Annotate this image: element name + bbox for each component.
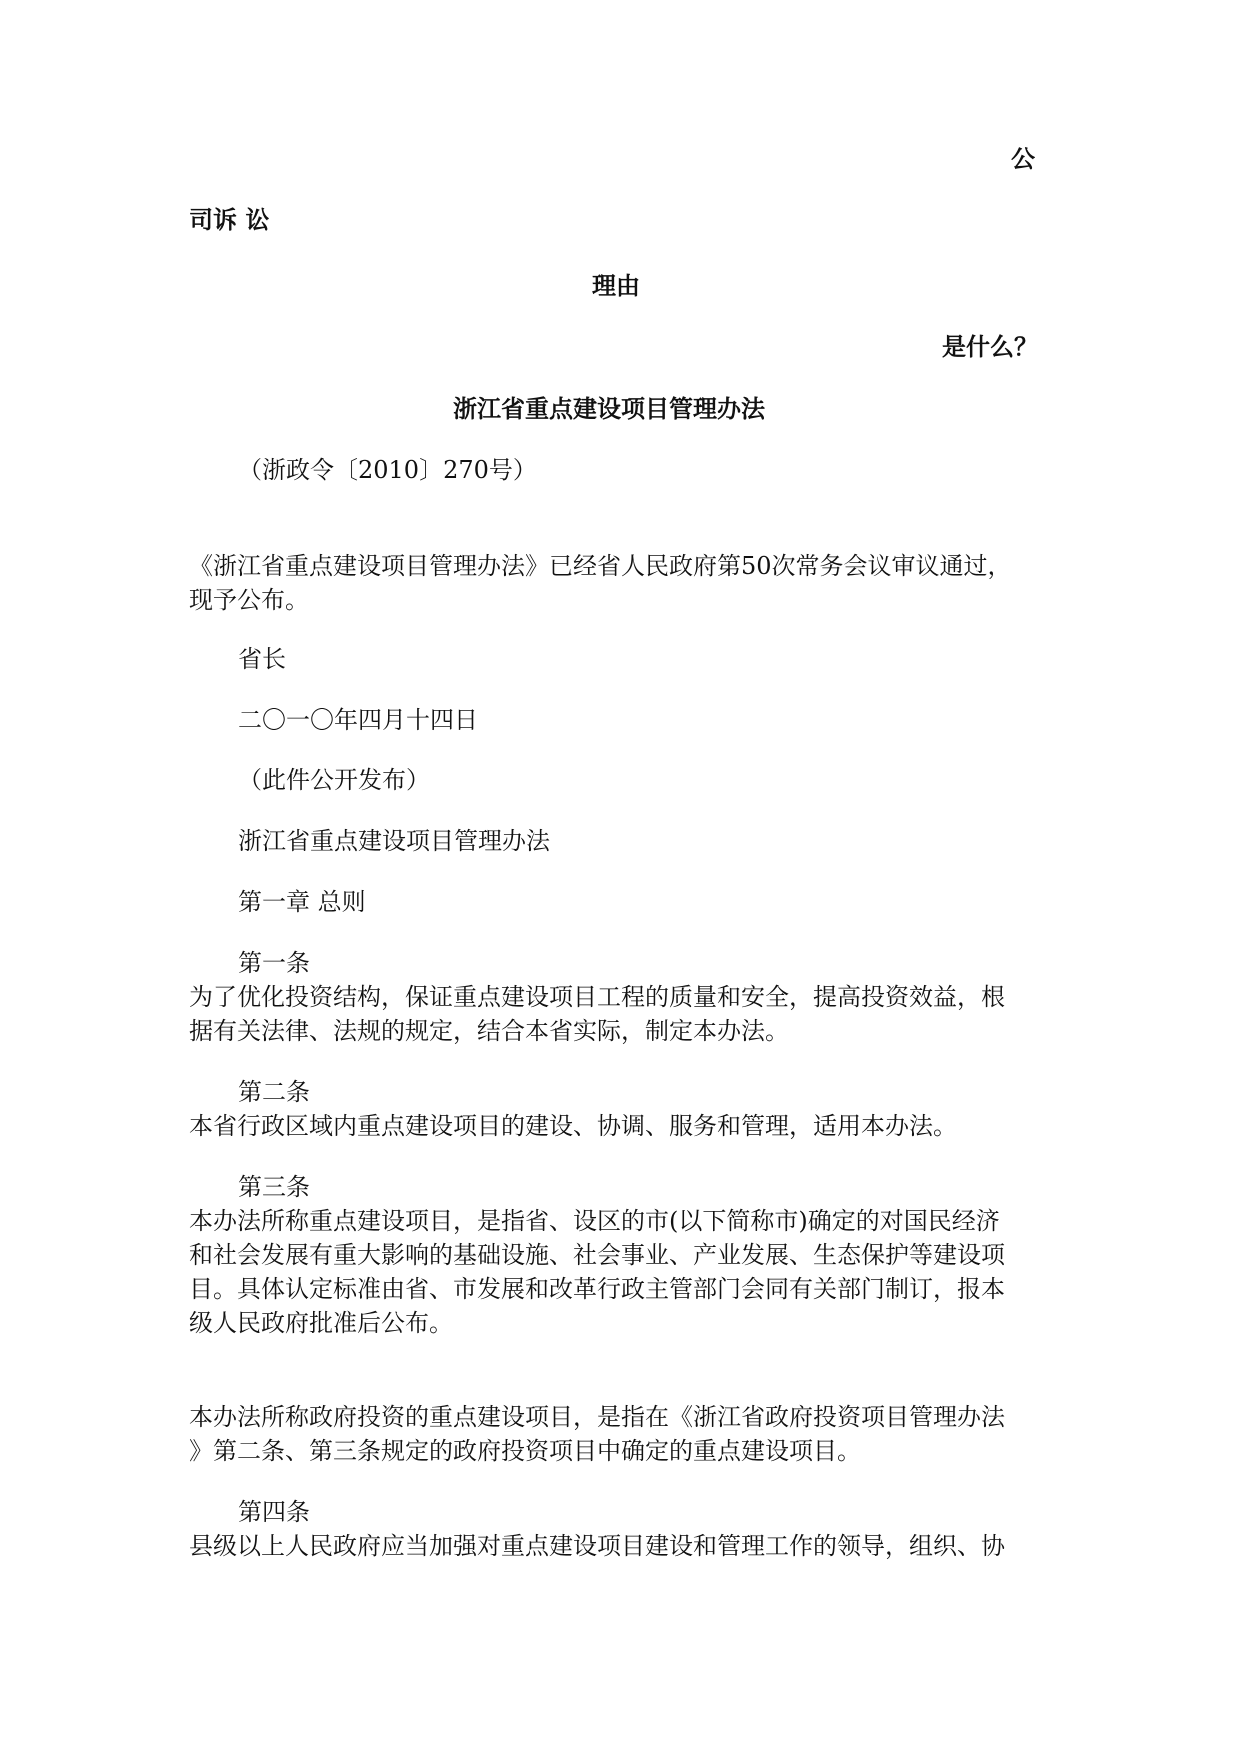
article-1-line: 据有关法律、法规的规定，结合本省实际，制定本办法。 [189,1017,789,1045]
article-2-heading: 第二条 [238,1078,310,1106]
publish-note: （此件公开发布） [238,766,430,794]
order-number: （浙政令〔2010〕270号） [238,456,537,484]
header-fragment-gong: 公 [1011,145,1035,173]
article-4-line: 县级以上人民政府应当加强对重点建设项目建设和管理工作的领导，组织、协 [189,1532,1005,1560]
article-3-line: 本办法所称重点建设项目，是指省、设区的市(以下简称市)确定的对国民经济 [189,1207,1000,1235]
article-4-heading: 第四条 [238,1498,310,1526]
article-3-line: 目。具体认定标准由省、市发展和改革行政主管部门会同有关部门制订，报本 [189,1275,1005,1303]
header-fragment-sisusong: 司诉 讼 [189,206,270,234]
document-title: 浙江省重点建设项目管理办法 [453,395,765,423]
article-3-line: 和社会发展有重大影响的基础设施、社会事业、产业发展、生态保护等建设项 [189,1241,1005,1269]
header-fragment-liyou: 理由 [592,272,640,300]
header-fragment-shishenme: 是什么？ [942,333,1038,361]
article-3-heading: 第三条 [238,1173,310,1201]
article-3-line: 级人民政府批准后公布。 [189,1309,453,1337]
article-2-line: 本省行政区域内重点建设项目的建设、协调、服务和管理，适用本办法。 [189,1112,957,1140]
article-3-extra-line: 本办法所称政府投资的重点建设项目，是指在《浙江省政府投资项目管理办法 [189,1403,1005,1431]
announcement-line-1: 《浙江省重点建设项目管理办法》已经省人民政府第50次常务会议审议通过， [189,552,1012,580]
document-subtitle: 浙江省重点建设项目管理办法 [238,827,550,855]
article-1-heading: 第一条 [238,949,310,977]
chapter-heading: 第一章 总则 [238,888,366,916]
issue-date: 二〇一〇年四月十四日 [238,706,478,734]
signer: 省长 [238,645,286,673]
article-1-line: 为了优化投资结构，保证重点建设项目工程的质量和安全，提高投资效益，根 [189,983,1005,1011]
article-3-extra-line: 》第二条、第三条规定的政府投资项目中确定的重点建设项目。 [189,1437,861,1465]
announcement-line-2: 现予公布。 [189,586,309,614]
